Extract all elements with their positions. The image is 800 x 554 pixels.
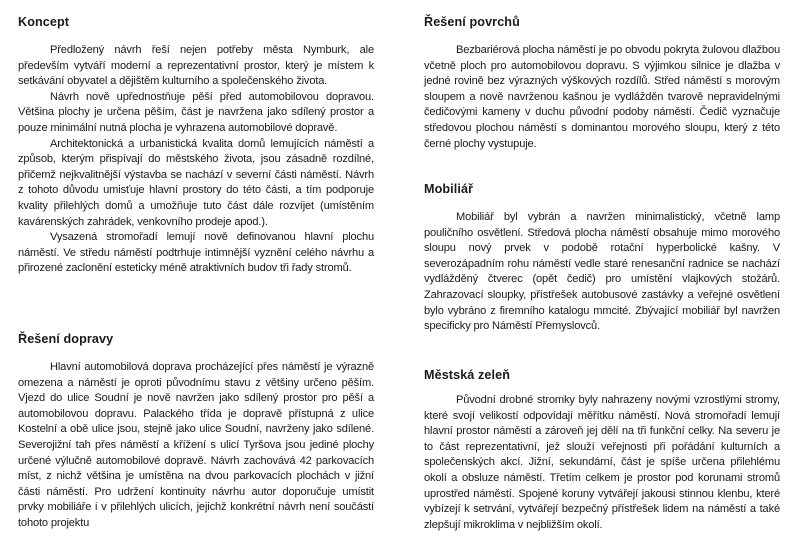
paragraph: Bezbariérová plocha náměstí je po obvodu pokryta žulovou dlažbou včetně ploch pro automobilovou dopravu. S výjimkou silnice je dlažba v jedné rovině bez výrazných výškových rozdílů. Střed náměstí s morovým sloupem a nově navrženou kašnou je vydlážděn tvarově nepravidelnými čedičovými kameny v duchu původní podoby náměstí. Čedič vyznačuje středovou plochou náměstí s dominantou morového sloupu, který z této černé plochy vystupuje. — [424, 44, 780, 150]
section-body-mestska-zelen — [424, 393, 780, 533]
section-body-mobiliar — [424, 210, 780, 335]
paragraph: Předložený návrh řeší nejen potřeby města Nymburk, ale především vytváří moderní a reprezentativní prostor, který je místem k setkávání obyvatel a dějištěm kulturního a společenského života. — [18, 44, 374, 88]
section-heading-mestska-zelen: Městská zeleň — [424, 368, 511, 382]
paragraph: Vysazená stromořadí lemují nově definovanou hlavní plochu náměstí. Ve středu náměstí podtrhuje intimnější vyznění celého návrhu a přirozené zaclonění esteticky méně atraktivních budov tři řady stromů. — [18, 231, 374, 275]
section-heading-reseni-povrchu: Řešení povrchů — [424, 15, 520, 29]
paragraph: Návrh nově upřednostňuje pěší před automobilovou dopravou. Většina plochy je určena pěším, část je navržena jako sdílený prostor a pouze minimální nutná plocha je vyhrazena automobilové dopravě. — [18, 90, 374, 134]
section-mobiliar — [424, 182, 780, 335]
section-koncept — [18, 15, 374, 277]
section-body-reseni-povrchu — [424, 43, 780, 152]
section-reseni-povrchu — [424, 15, 780, 152]
paragraph: Hlavní automobilová doprava procházející přes náměstí je výrazně omezena a náměstí je oproti původnímu stavu z většiny určeno pěším. Vjezd do ulice Soudní je nově navržen jako sdílený prostor pro pěší a automobilovou dopravu. Palackého třída je dopravě přístupná z ulice Kostelní a obě ulice jsou, stejně jako ulice Soudní, navrženy jako sdílené. Severojižní tah přes náměstí a křížení s ulicí Tyršova jsou jediné plochy určené výlučně automobilové dopravě. Návrh zachovává 42 parkovacích míst, z nichž většina je umístěna na dvou parkovacích plochách v jižní části náměstí. Pro udržení kontinuity návrhu autor doporučuje umístit prvky mobiliáře i v přilehlých ulicích, jejichž konkrétní návrh není součástí tohoto projektu — [18, 361, 374, 529]
paragraph: Mobiliář byl vybrán a navržen minimalistický, včetně lamp pouličního osvětlení. Středová plocha náměstí obsahuje mimo morového sloupu nový prvek v podobě rotační hyperbolické kašny. V severozápadním rohu náměstí vedle staré renesanční radnice se nachází vydlážděný čtverec (opět čedič) pro umístění vlajkových stožárů. Zahrazovací sloupky, přístřešek autobusové zastávky a veřejné osvětlení bylo vybráno z firemního katalogu mmcité. Zbývající mobiliář byl navržen specificky pro Náměstí Přemyslovců. — [424, 211, 780, 333]
paragraph: Architektonická a urbanistická kvalita domů lemujících náměstí a způsob, kterým přispívají do městského života, jsou zásadně rozdílné, přičemž nejkvalitnější výstavba se nachází v severní části náměstí. Návrh z tohoto důvodu umisťuje hlavní prostory do této části, a tím podporuje kvality přilehlých domů a umožňuje tuto část dále rozvíjet (umístěním kavárenských zahrádek, venkovního prodeje apod.). — [18, 137, 374, 228]
section-heading-koncept: Koncept — [18, 15, 70, 29]
section-reseni-dopravy — [18, 332, 374, 532]
section-heading-mobiliar: Mobiliář — [424, 182, 474, 196]
section-body-koncept — [18, 43, 374, 277]
paragraph: Původní drobné stromky byly nahrazeny novými vzrostlými stromy, které svojí velikostí odpovídají měřítku náměstí. Nová stromořadí lemují hlavní prostor náměstí a zároveň jej dělí na tři funkční celky. Na severu je to část reprezentativní, jež slouží veřejnosti při pořádání kulturních a společenských akcí. Jižní, sekundární, část je spíše určena přilehlému okolí a obsluze náměstí. Třetím celkem je prostor pod korunami stromů uprostřed náměstí. Spojené koruny vytvářejí jakousi stinnou klenbu, které vybízejí k setrvání, vytvářejí bezpečný přístřešek lidem na náměstí a také zlepšují mikroklima v nejbližším okolí. — [424, 394, 780, 531]
section-mestska-zelen — [424, 368, 780, 533]
section-heading-reseni-dopravy: Řešení dopravy — [18, 332, 114, 346]
section-body-reseni-dopravy — [18, 360, 374, 532]
